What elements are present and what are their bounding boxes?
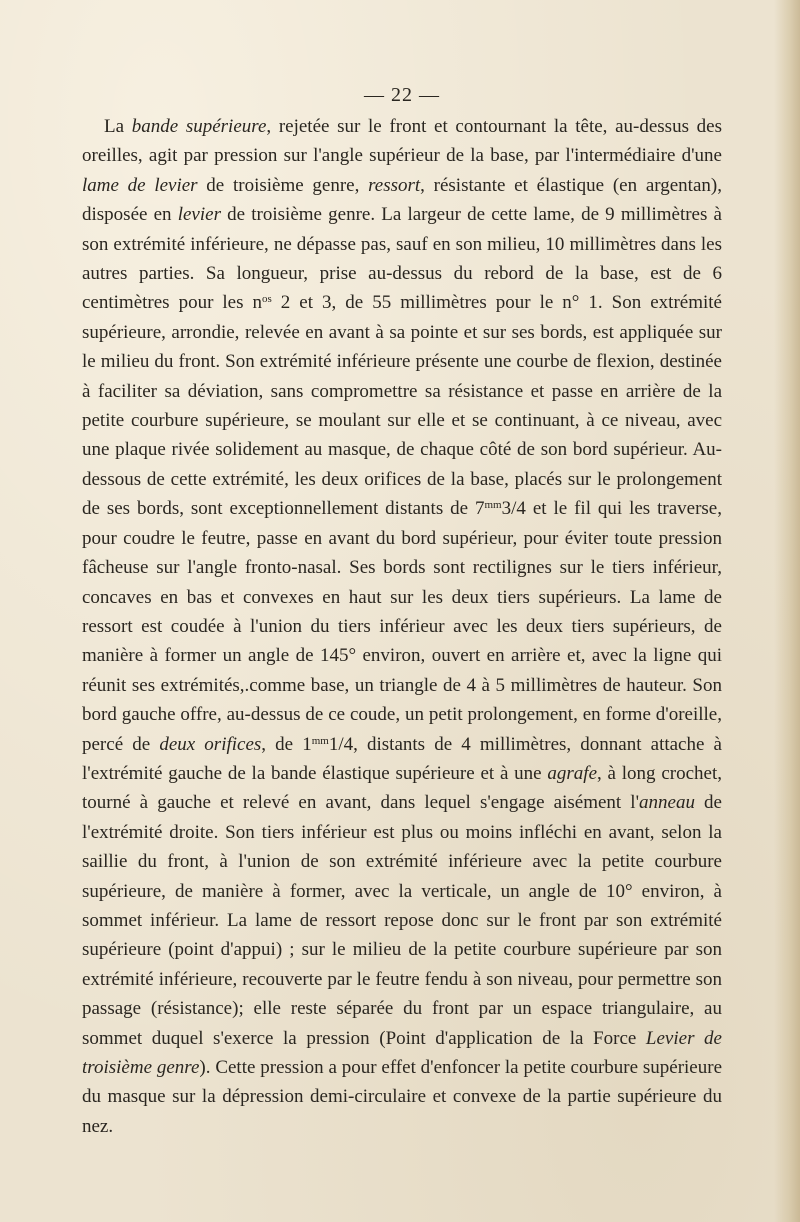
- text-run: 3/4 et le fil qui les traverse, pour coudre le feutre, passe en avant du bord supérieur, pour éviter toute pression fâcheuse sur l'angle fronto-nasal. Ses bords sont rectilignes sur le tiers inférieur, concaves en bas et convexes en haut sur les deux tiers supérieurs. La lame de ressort est coudée à l'union du tiers inférieur avec les deux tiers supérieurs, de manière à former un angle de 145° environ, ouvert en arrière et, avec la ligne qui réunit ses extrémités,.comme base, un triangle de 4 à 5 millimètres de hauteur. Son bord gauche offre, au-dessus de ce coude, un petit prolongement, en forme d'oreille, percé de: [82, 498, 722, 755]
- superscript-run: mm: [484, 499, 502, 512]
- text-run: ). Cette pression a pour effet d'enfoncer la petite courbure supérieure du masque sur la dépression demi-circulaire et convexe de la partie supérieure du nez.: [82, 1057, 722, 1137]
- paragraph: [82, 112, 722, 1141]
- superscript-run: mm: [311, 734, 329, 747]
- page-edge-shadow: [774, 0, 800, 1222]
- text-run: La: [104, 116, 132, 137]
- text-run: , à long crochet, tourné à gauche et relevé en avant, dans lequel s'engage aisément l': [82, 762, 722, 814]
- text-run: , résistante et élastique (en argentan), disposée en: [82, 174, 722, 226]
- italic-run: levier: [177, 204, 221, 226]
- text-run: de troisième genre. La largeur de cette lame, de 9 millimètres à son extrémité inférieure, ne dépasse pas, sauf en son milieu, 10 millimètres dans les autres parties. Sa longueur, prise au-dessus du rebord de la base, est de 6 centimètres pour les n: [82, 204, 722, 314]
- italic-run: deux orifices: [159, 733, 262, 755]
- text-run: 2 et 3, de 55 millimètres pour le n° 1. Son extrémité supérieure, arrondie, relevée en avant à sa pointe et sur ses bords, est appliquée sur le milieu du front. Son extrémité inférieure présente une courbe de flexion, destinée à faciliter sa déviation, sans compromettre sa résistance et passe en arrière de la petite courbure supérieure, se moulant sur elle et se continuant, à ce niveau, avec une plaque rivée solidement au masque, de chaque côté de son bord supérieur. Au-dessous de cette extrémité, les deux orifices de la base, placés sur le prolongement de ses bords, sont exceptionnellement distants de 7: [82, 292, 722, 520]
- italic-run: Levier de troisième genre: [82, 1027, 722, 1078]
- text-run: de l'extrémité droite. Son tiers inférieur est plus ou moins infléchi en avant, selon la saillie du front, à l'union de son extrémité inférieure avec la petite courbure supérieure, de manière à former, avec la verticale, un angle de 10° environ, à sommet inférieur. La lame de ressort repose donc sur le front par son extrémité supérieure (point d'appui) ; sur le milieu de la petite courbure supérieure par son extrémité inférieure, recouverte par le feutre fendu à son niveau, pour permettre son passage (résistance); elle reste séparée du front par un espace triangulaire, au sommet duquel s'exerce la pression (Point d'application de la Force: [82, 792, 722, 1049]
- text-block: [82, 80, 722, 1141]
- page-number: — 22 —: [364, 84, 440, 106]
- text-run: , de 1: [261, 733, 312, 755]
- text-run: , rejetée sur le front et contournant la tête, au-dessus des oreilles, agit par pression sur l'angle supérieur de la base, par l'intermédiaire d'une: [82, 116, 722, 167]
- italic-run: bande supérieure: [131, 116, 267, 137]
- italic-run: agrafe: [547, 762, 597, 784]
- superscript-run: os: [262, 293, 272, 306]
- text-run: de troisième genre,: [197, 174, 369, 196]
- italic-run: lame de levier: [82, 174, 198, 196]
- italic-run: anneau: [639, 792, 695, 814]
- italic-run: ressort: [368, 174, 421, 196]
- text-run: 1/4, distants de 4 millimètres, donnant attache à l'extrémité gauche de la bande élastique supérieure et à une: [82, 733, 722, 784]
